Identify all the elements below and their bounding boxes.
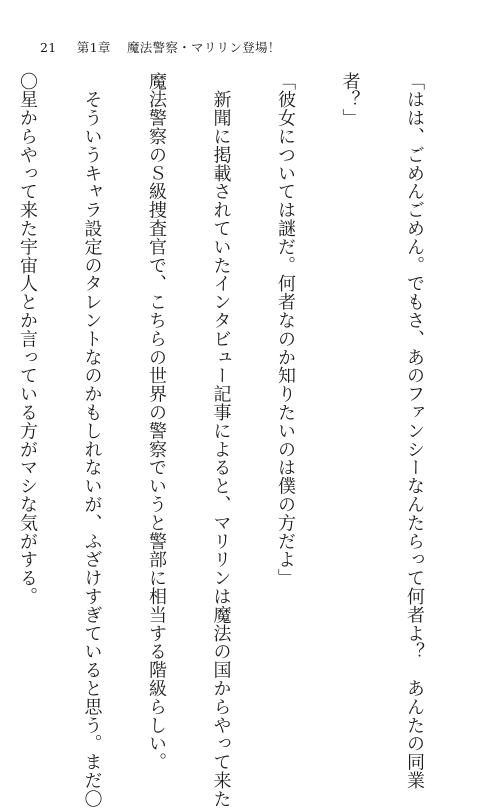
text-line: 魔法警察のＳ級捜査官で、こちらの世界の警察でいうと警部に相当する階級らしい。 (146, 72, 167, 772)
vertical-text-body (0, 72, 468, 808)
text-line: そういうキャラ設定のタレントなのかもしれないが、ふざけすぎていると思う。まだ〇 (81, 72, 103, 808)
chapter-label: 第1章 (76, 40, 111, 55)
text-line: 「はは、ごめんごめん。でもさ、あのファンシーなんたらって何者よ？ あんたの同業 (404, 72, 425, 790)
text-line: 者？」 (339, 72, 361, 128)
page-number: 21 (40, 40, 57, 55)
text-line: 〇星からやって来た宇宙人とか言っている方がマシな気がする。 (17, 72, 38, 606)
chapter-title: 魔法警察・マリリン登場！ (126, 40, 281, 55)
text-line: 「彼女については謎だ。何者なのか知りたいのは僕の方だよ」 (275, 72, 296, 588)
text-line: 新聞に掲載されていたインタビュー記事によると、マリリンは魔法の国からやって来た (210, 72, 232, 808)
running-head (40, 38, 281, 56)
